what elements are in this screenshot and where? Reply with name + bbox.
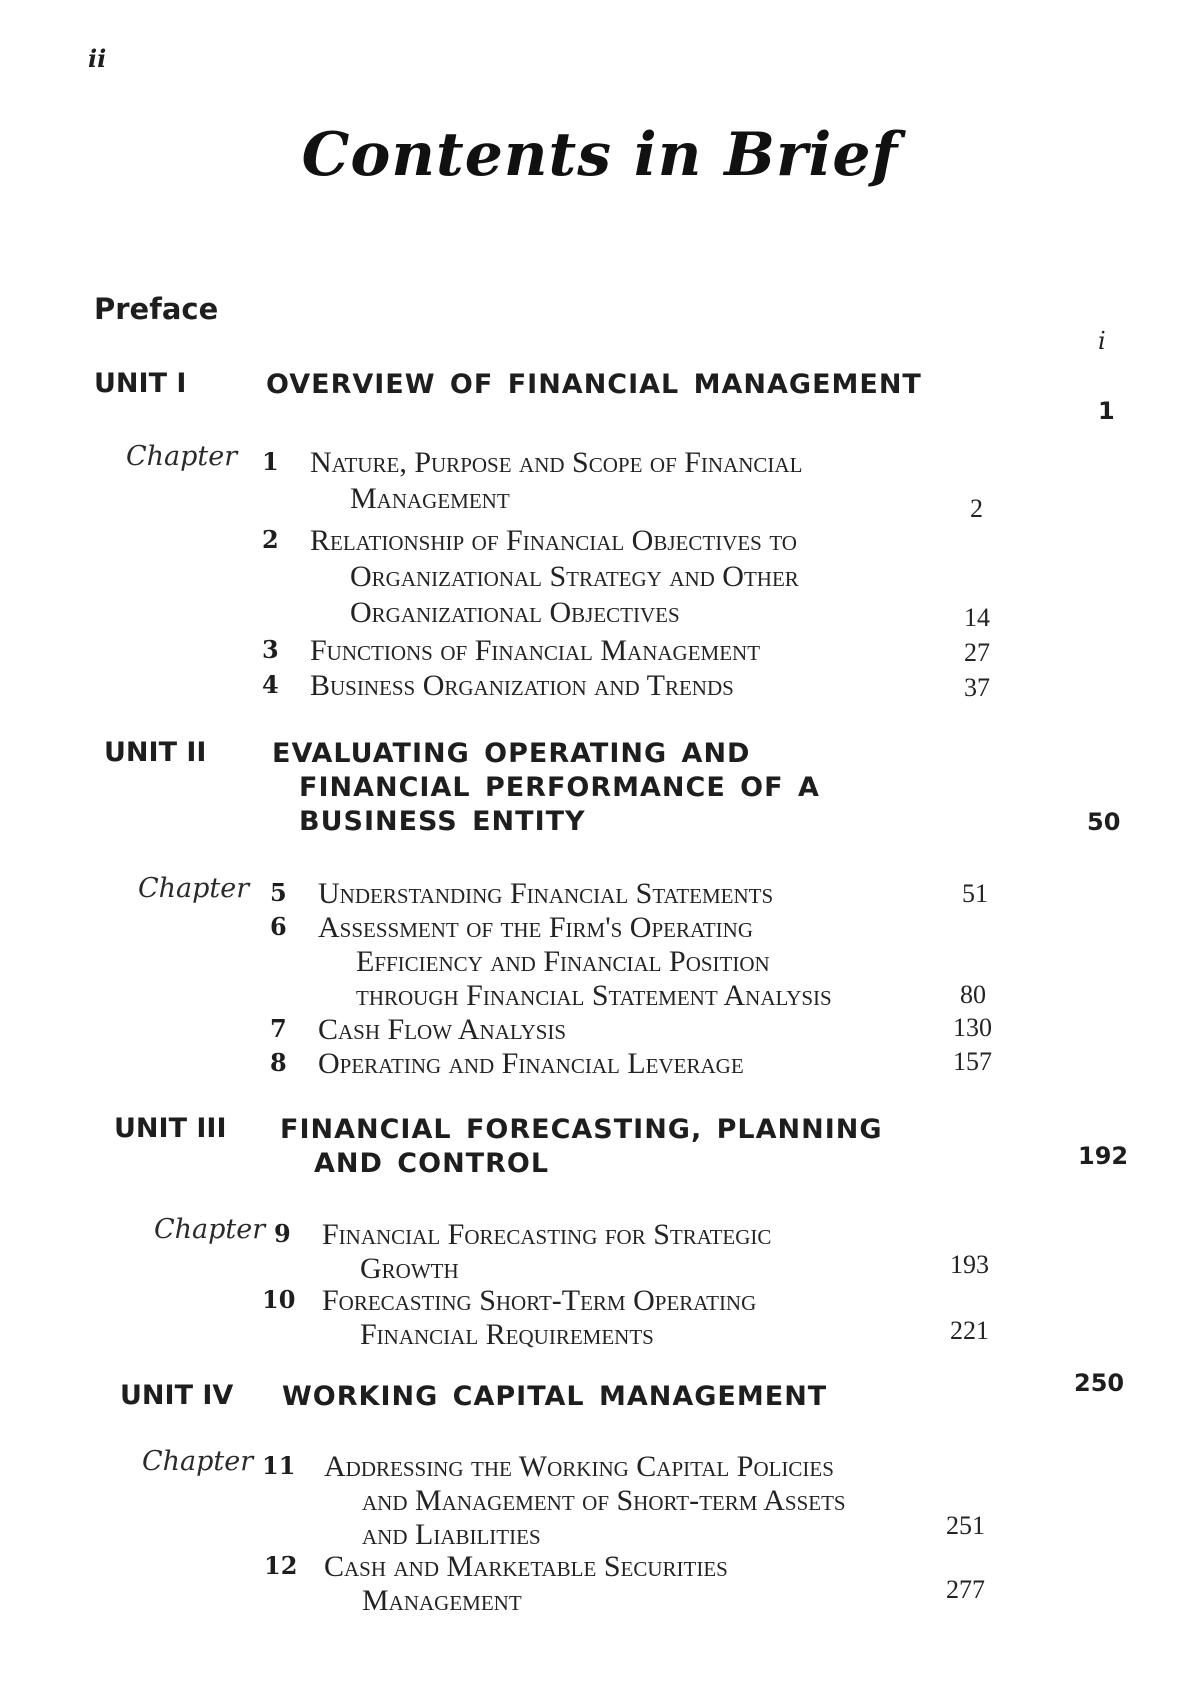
unit-title — [282, 1380, 827, 1414]
unit-label: UNIT I — [94, 368, 187, 399]
chapter-page-number: 251 — [946, 1511, 985, 1540]
chapter-page-number: 2 — [970, 494, 983, 523]
chapter-title-line: and Management of Short-term Assets — [362, 1484, 846, 1517]
chapter-number: 12 — [264, 1551, 298, 1580]
chapter-page-number: 37 — [964, 673, 990, 702]
chapter-number: 10 — [262, 1285, 296, 1314]
chapter-title-line: Organizational Strategy and Other — [350, 560, 799, 593]
chapter-number: 6 — [270, 912, 287, 941]
chapter-title-line: Management — [362, 1584, 522, 1617]
chapter-label: Chapter — [126, 441, 238, 472]
unit-title-line: WORKING CAPITAL MANAGEMENT — [282, 1381, 828, 1412]
chapter-number: 1 — [262, 447, 279, 476]
chapter-title-line: Nature, Purpose and Scope of Financial — [310, 446, 803, 479]
chapter-title-line: Functions of Financial Management — [310, 634, 761, 667]
unit-title — [280, 1113, 883, 1181]
unit-label: UNIT IV — [120, 1380, 234, 1411]
chapter-title-line: Financial Forecasting for Strategic — [322, 1218, 772, 1251]
chapter-label: Chapter — [138, 873, 250, 904]
unit-title-line: OVERVIEW OF FINANCIAL MANAGEMENT — [266, 369, 922, 400]
chapter-page-number: 277 — [946, 1575, 985, 1604]
chapter-page-number: 27 — [964, 638, 990, 667]
chapter-title-line: Efficiency and Financial Position — [356, 945, 770, 978]
unit-page-number: 1 — [1098, 397, 1115, 425]
chapter-page-number: 193 — [950, 1250, 989, 1279]
unit-page-number: 50 — [1087, 808, 1121, 836]
chapter-page-number: 80 — [960, 980, 986, 1009]
chapter-number: 5 — [270, 878, 287, 907]
chapter-number: 8 — [270, 1048, 287, 1077]
chapter-number: 9 — [274, 1219, 291, 1248]
chapter-title-line: Relationship of Financial Objectives to — [310, 524, 797, 557]
chapter-page-number: 130 — [953, 1013, 992, 1042]
chapter-title-line: through Financial Statement Analysis — [356, 979, 832, 1012]
preface-label: Preface — [94, 292, 219, 326]
chapter-title-line: Organizational Objectives — [350, 596, 680, 629]
page-title: Contents in Brief — [301, 120, 899, 190]
chapter-title-line: Addressing the Working Capital Policies — [324, 1450, 834, 1483]
chapter-title-line: Understanding Financial Statements — [318, 877, 774, 910]
chapter-page-number: 14 — [964, 603, 990, 632]
chapter-title-line: Operating and Financial Leverage — [318, 1047, 744, 1080]
unit-title-line: BUSINESS ENTITY — [299, 806, 586, 837]
unit-title — [272, 737, 820, 839]
chapter-title-line: Cash Flow Analysis — [318, 1013, 567, 1046]
chapter-title-line: Cash and Marketable Securities — [324, 1550, 728, 1583]
chapter-label: Chapter — [154, 1214, 266, 1245]
chapter-page-number: 221 — [950, 1316, 989, 1345]
chapter-page-number: 157 — [953, 1047, 992, 1076]
chapter-number: 3 — [262, 635, 279, 664]
chapter-title-line: Assessment of the Firm's Operating — [318, 911, 753, 944]
chapter-number: 4 — [262, 670, 279, 699]
chapter-title-line: Management — [350, 482, 510, 515]
unit-title-line: EVALUATING OPERATING AND — [272, 738, 751, 769]
chapter-title-line: Forecasting Short-Term Operating — [322, 1284, 757, 1317]
chapter-title-line: Business Organization and Trends — [310, 669, 734, 702]
unit-title-line: AND CONTROL — [314, 1148, 550, 1179]
unit-title-line: FINANCIAL PERFORMANCE OF A — [299, 772, 820, 803]
chapter-page-number: 51 — [962, 879, 988, 908]
chapter-title-line: Financial Requirements — [360, 1318, 654, 1351]
unit-title-line: FINANCIAL FORECASTING, PLANNING — [280, 1114, 883, 1145]
unit-title — [266, 368, 922, 402]
chapter-label: Chapter — [142, 1446, 254, 1477]
unit-label: UNIT III — [114, 1113, 227, 1144]
preface-page-number: i — [1098, 327, 1106, 355]
chapter-title-line: Growth — [360, 1252, 459, 1285]
chapter-number: 11 — [262, 1451, 296, 1480]
unit-page-number: 192 — [1078, 1142, 1129, 1170]
chapter-title-line: and Liabilities — [362, 1518, 541, 1551]
chapter-number: 2 — [262, 525, 279, 554]
unit-page-number: 250 — [1074, 1369, 1125, 1397]
unit-label: UNIT II — [104, 737, 207, 768]
chapter-number: 7 — [270, 1014, 287, 1043]
page-number: ii — [88, 44, 107, 73]
